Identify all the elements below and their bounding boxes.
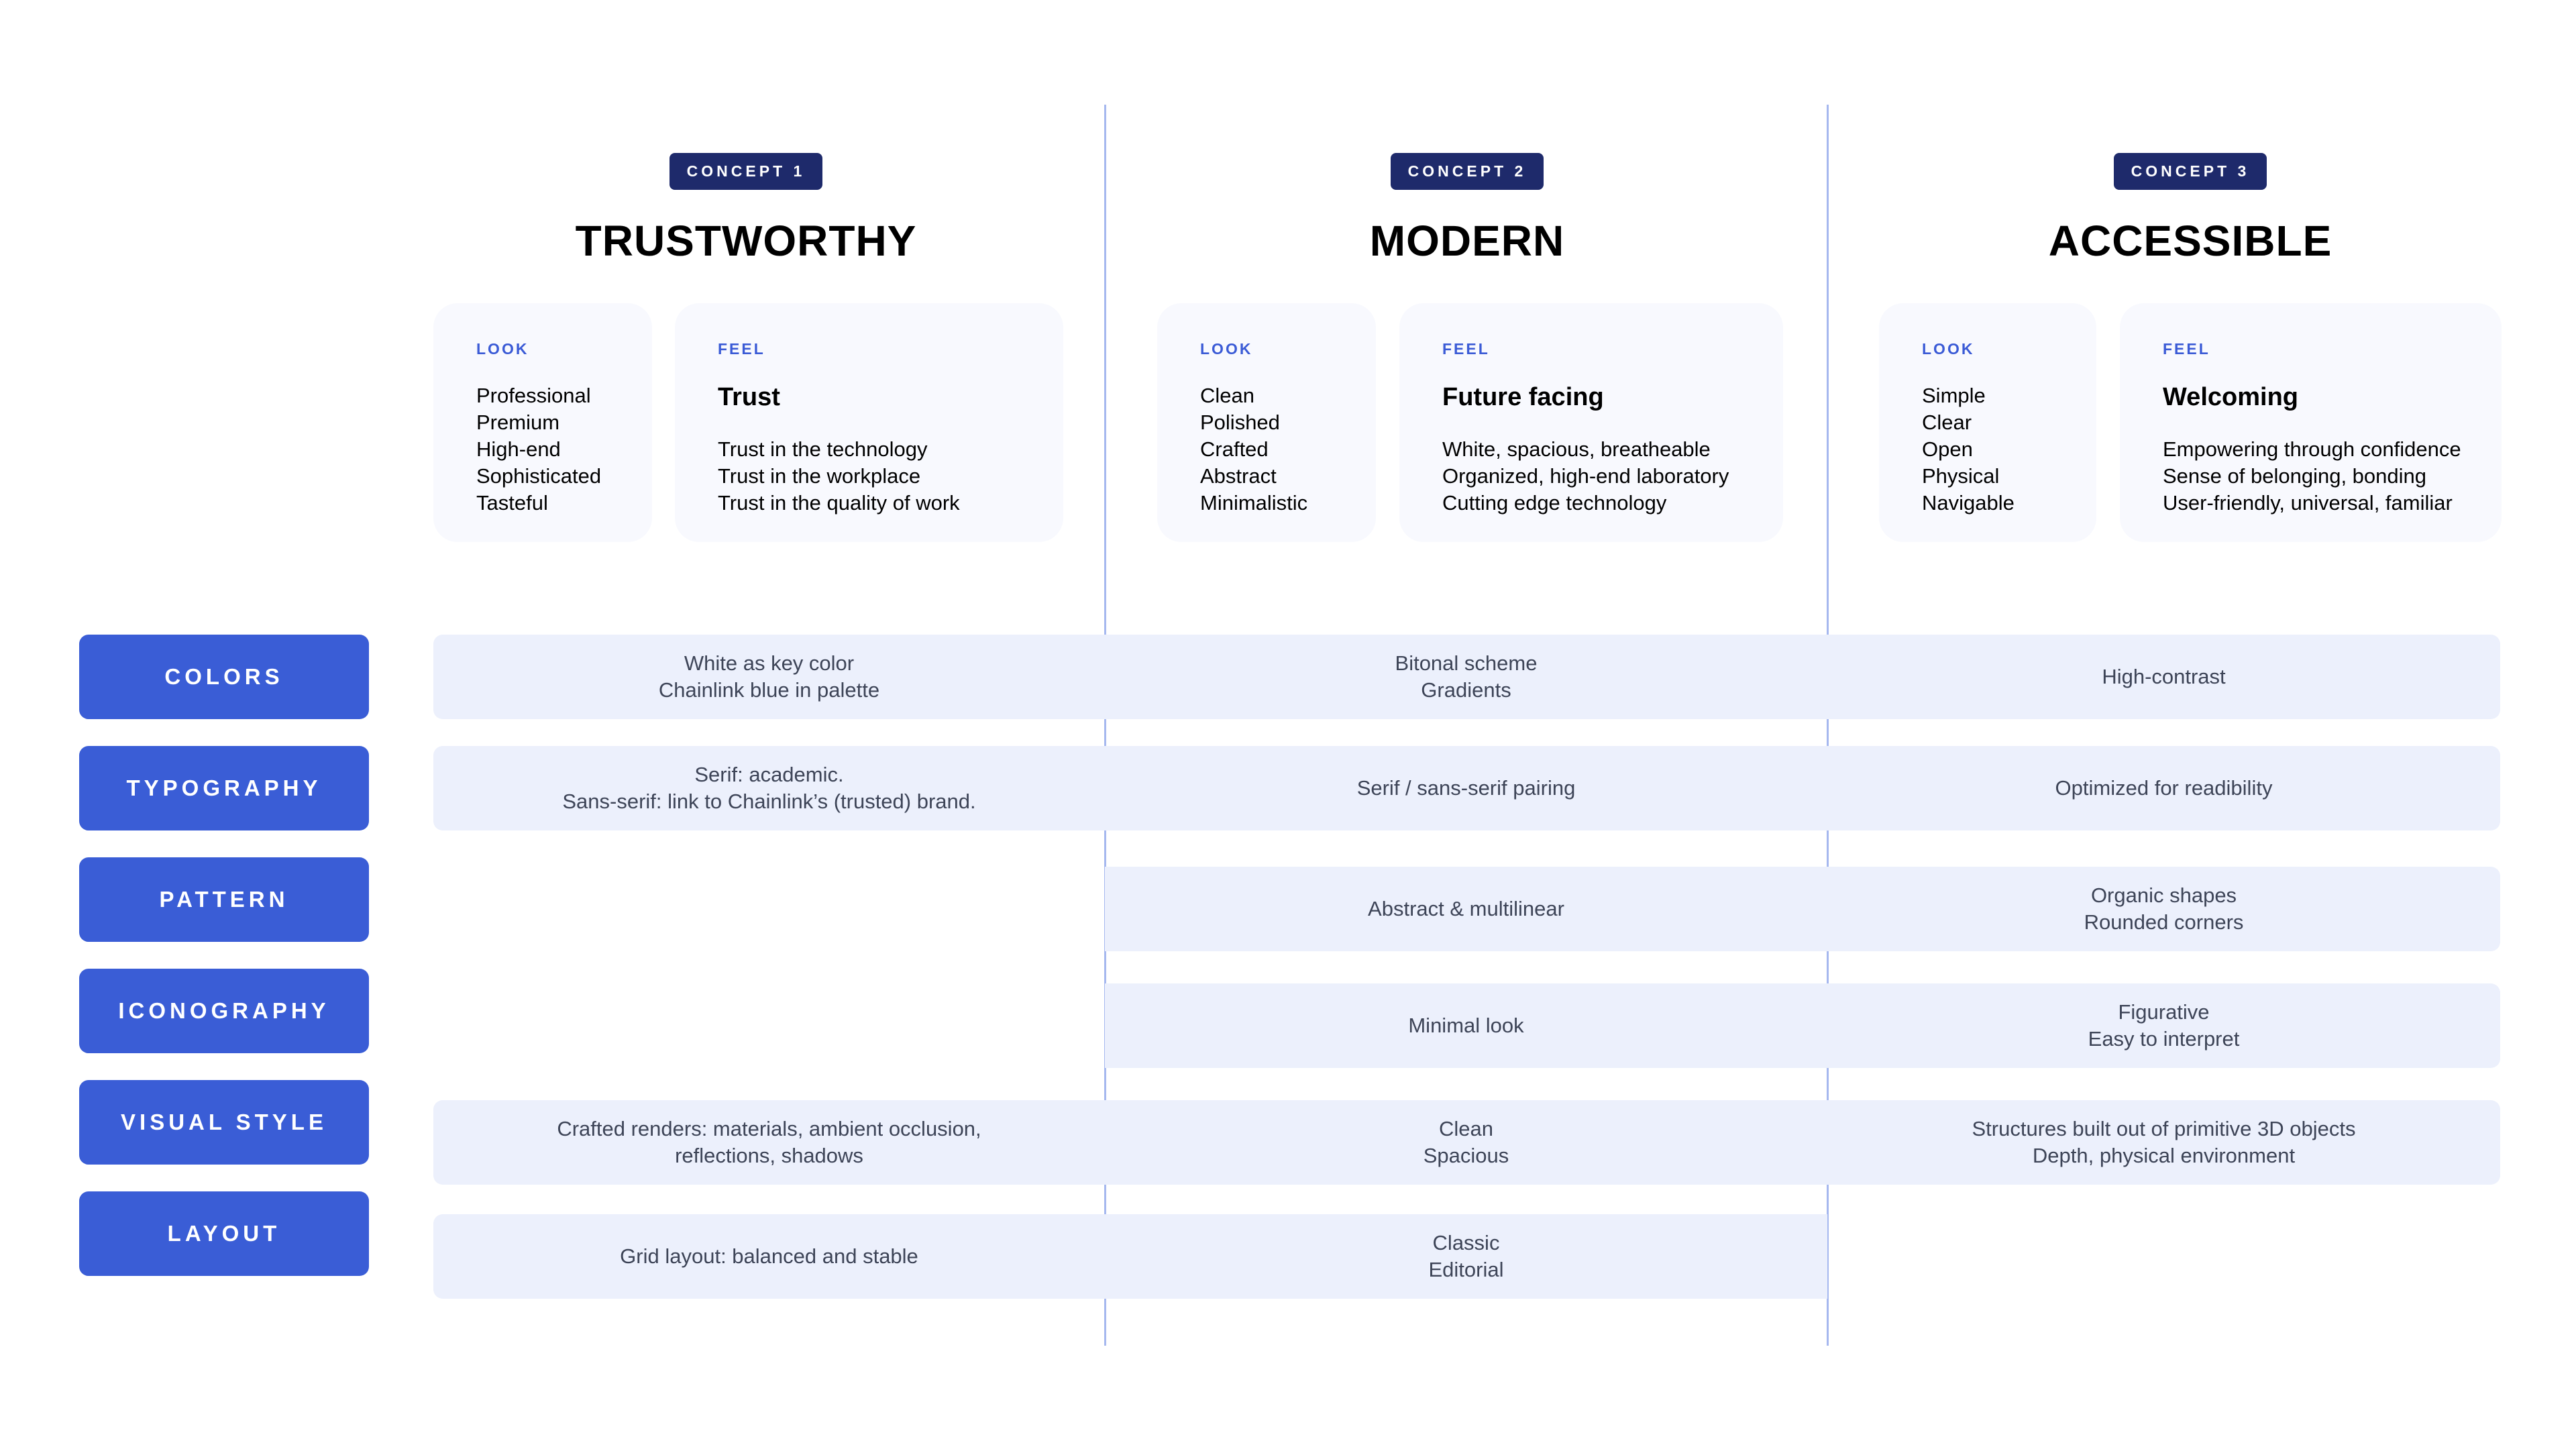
concept-2-header (1165, 153, 1769, 266)
cell-line: High-contrast (2102, 665, 2226, 688)
concept-3-look-card (1879, 303, 2096, 542)
feel-list (2163, 436, 2502, 517)
concept-3-badge: CONCEPT 3 (2114, 153, 2267, 190)
category-typography-button[interactable]: TYPOGRAPHY (79, 746, 369, 830)
look-label: LOOK (1922, 340, 1975, 358)
cell-line: Structures built out of primitive 3D objects (1972, 1117, 2356, 1140)
look-list (1922, 382, 2096, 517)
layout-row (433, 1214, 1827, 1299)
feel-title: Trust (718, 383, 780, 411)
category-iconography-button[interactable]: ICONOGRAPHY (79, 969, 369, 1053)
feel-item: Trust in the workplace (718, 464, 921, 488)
iconography-concept-3-cell (1827, 983, 2500, 1068)
look-item: Polished (1200, 411, 1280, 434)
look-item: Simple (1922, 384, 1986, 407)
look-item: Premium (476, 411, 560, 434)
feel-list (718, 436, 1063, 517)
cell-line: Classic (1432, 1231, 1500, 1254)
look-item: Physical (1922, 464, 2000, 488)
pattern-row (1105, 867, 2500, 951)
concept-1-title: TRUSTWORTHY (575, 217, 917, 265)
feel-title: Future facing (1442, 383, 1604, 411)
cell-line: Bitonal scheme (1395, 651, 1538, 675)
look-label: LOOK (476, 340, 529, 358)
look-item: Abstract (1200, 464, 1277, 488)
cell-line: Organic shapes (2090, 883, 2237, 907)
concept-3-feel-card (2120, 303, 2502, 542)
iconography-row (1105, 983, 2500, 1068)
concept-1-feel-card (675, 303, 1063, 542)
cell-line: Clean (1439, 1117, 1493, 1140)
category-colors-button[interactable]: COLORS (79, 635, 369, 719)
feel-item: Organized, high-end laboratory (1442, 464, 1729, 488)
cell-line: Abstract & multilinear (1368, 897, 1564, 920)
colors-concept-1-cell (433, 635, 1105, 719)
cell-line: Easy to interpret (2088, 1027, 2240, 1051)
cell-line: Rounded corners (2084, 910, 2244, 934)
feel-label: FEEL (718, 340, 765, 358)
concept-2-look-card (1157, 303, 1376, 542)
look-item: Tasteful (476, 491, 548, 515)
typography-concept-1-cell (433, 746, 1105, 830)
look-list (476, 382, 652, 517)
cell-line: Chainlink blue in palette (658, 678, 880, 702)
cell-line: Serif / sans-serif pairing (1356, 776, 1576, 800)
look-item: High-end (476, 437, 561, 461)
feel-item: Sense of belonging, bonding (2163, 464, 2426, 488)
concept-1-header (444, 153, 1048, 266)
cell-line: White as key color (684, 651, 855, 675)
category-pattern-button[interactable]: PATTERN (79, 857, 369, 942)
feel-list (1442, 436, 1783, 517)
look-item: Professional (476, 384, 591, 407)
typography-concept-2-cell (1105, 746, 1827, 830)
look-item: Clear (1922, 411, 1972, 434)
iconography-concept-2-cell (1105, 983, 1827, 1068)
layout-concept-2-cell (1105, 1214, 1827, 1299)
cell-line: reflections, shadows (675, 1144, 863, 1167)
cell-line: Gradients (1421, 678, 1511, 702)
look-list (1200, 382, 1376, 517)
concept-1-badge: CONCEPT 1 (669, 153, 823, 190)
look-label: LOOK (1200, 340, 1253, 358)
layout-concept-1-cell (433, 1214, 1105, 1299)
look-item: Minimalistic (1200, 491, 1308, 515)
cell-line: Minimal look (1408, 1014, 1524, 1037)
feel-item: Trust in the quality of work (718, 491, 960, 515)
feel-item: White, spacious, breatheable (1442, 437, 1711, 461)
colors-row (433, 635, 2500, 719)
concept-2-feel-card (1399, 303, 1783, 542)
cell-line: Spacious (1423, 1144, 1509, 1167)
typography-row (433, 746, 2500, 830)
look-item: Sophisticated (476, 464, 602, 488)
category-layout-button[interactable]: LAYOUT (79, 1191, 369, 1276)
cell-line: Editorial (1428, 1258, 1504, 1281)
pattern-concept-2-cell (1105, 867, 1827, 951)
cell-line: Serif: academic. (694, 763, 844, 786)
look-item: Open (1922, 437, 1973, 461)
feel-item: Empowering through confidence (2163, 437, 2461, 461)
visual-style-concept-1-cell (433, 1100, 1105, 1185)
visual-style-concept-3-cell (1827, 1100, 2500, 1185)
concept-3-title: ACCESSIBLE (2048, 217, 2332, 265)
cell-line: Crafted renders: materials, ambient occlusion, (557, 1117, 981, 1140)
feel-item: Cutting edge technology (1442, 491, 1667, 515)
look-item: Clean (1200, 384, 1254, 407)
concept-3-header (1888, 153, 2492, 266)
visual-style-row (433, 1100, 2500, 1185)
feel-title: Welcoming (2163, 383, 2298, 411)
category-visual-style-button[interactable]: VISUAL STYLE (79, 1080, 369, 1165)
visual-style-concept-2-cell (1105, 1100, 1827, 1185)
cell-line: Figurative (2118, 1000, 2210, 1024)
feel-label: FEEL (1442, 340, 1490, 358)
look-item: Navigable (1922, 491, 2015, 515)
concept-2-title: MODERN (1369, 217, 1565, 265)
cell-line: Depth, physical environment (2032, 1144, 2296, 1167)
feel-item: Trust in the technology (718, 437, 928, 461)
feel-item: User-friendly, universal, familiar (2163, 491, 2453, 515)
cell-line: Optimized for readibility (2055, 776, 2273, 800)
cell-line: Sans-serif: link to Chainlink’s (trusted) brand. (562, 790, 976, 813)
colors-concept-2-cell (1105, 635, 1827, 719)
typography-concept-3-cell (1827, 746, 2500, 830)
colors-concept-3-cell (1827, 635, 2500, 719)
cell-line: Grid layout: balanced and stable (620, 1244, 918, 1268)
look-item: Crafted (1200, 437, 1269, 461)
pattern-concept-3-cell (1827, 867, 2500, 951)
concept-2-badge: CONCEPT 2 (1391, 153, 1544, 190)
feel-label: FEEL (2163, 340, 2210, 358)
concept-1-look-card (433, 303, 652, 542)
